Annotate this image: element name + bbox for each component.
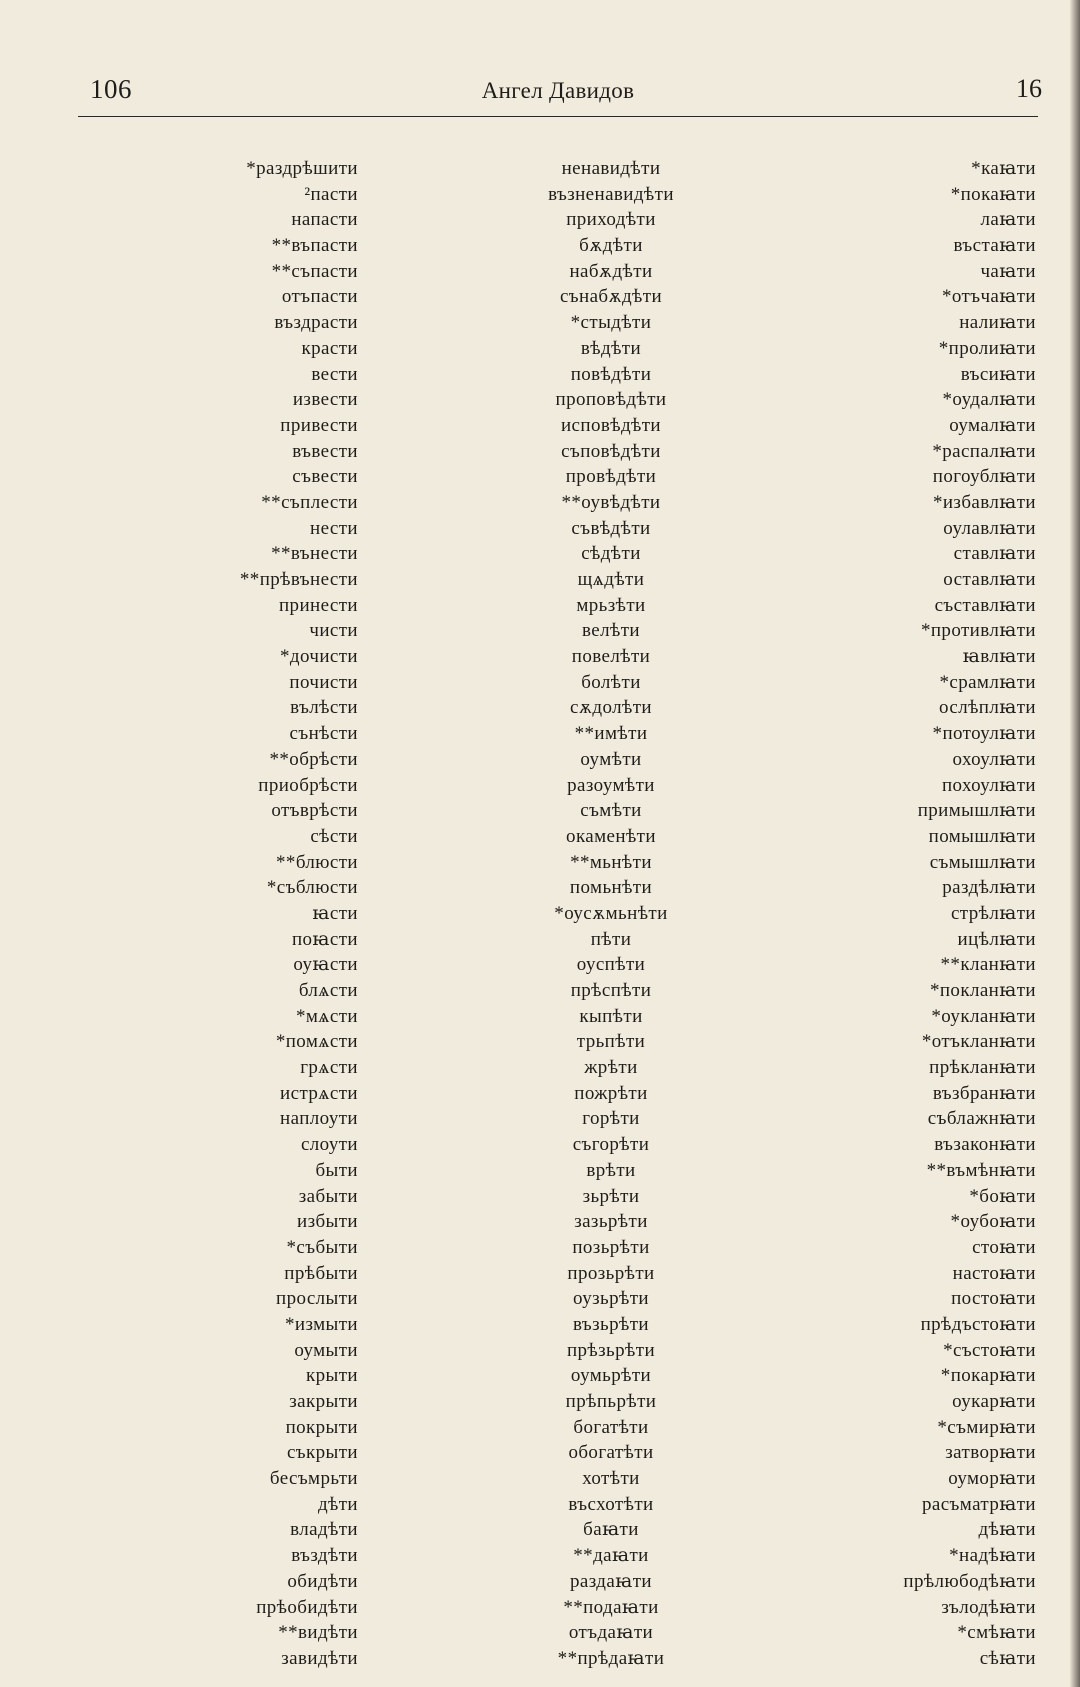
word-entry: съкрыти xyxy=(286,1442,358,1464)
word-entry: красти xyxy=(301,337,358,359)
word-entry: *боꙗти xyxy=(969,1185,1036,1207)
word-entry: съповѣдѣти xyxy=(561,440,661,462)
word-entry: зълодѣꙗти xyxy=(941,1596,1036,1618)
word-entry: въздѣти xyxy=(291,1545,358,1567)
word-entry: прѣобидѣти xyxy=(256,1596,358,1618)
word-entry: възьрѣти xyxy=(573,1313,649,1335)
word-entry: въстаꙗти xyxy=(953,235,1036,257)
word-entry: съгорѣти xyxy=(572,1134,650,1156)
word-entry: отъврѣсти xyxy=(271,800,358,822)
word-entry: оуꙗсти xyxy=(293,954,358,976)
word-entry: **даꙗти xyxy=(573,1545,649,1567)
word-entry: велѣти xyxy=(582,620,640,642)
word-entry: възненавидѣти xyxy=(548,183,674,205)
word-entry: слоути xyxy=(300,1134,358,1156)
word-entry: лаꙗти xyxy=(980,209,1036,231)
word-entry: позьрѣти xyxy=(572,1236,650,1258)
word-entry: извести xyxy=(292,389,358,411)
word-entry: крыти xyxy=(306,1365,358,1387)
word-entry: вести xyxy=(311,363,358,385)
word-entry: **съплести xyxy=(261,491,358,513)
word-entry: помьнѣти xyxy=(569,877,653,899)
word-entry: оставлꙗти xyxy=(943,569,1036,590)
word-column-1 xyxy=(240,156,358,1672)
word-entry: раздаꙗти xyxy=(570,1570,652,1592)
word-entry: *распалꙗти xyxy=(932,440,1036,462)
word-entry: прѣдъстоꙗти xyxy=(920,1313,1036,1335)
word-entry: закрыти xyxy=(289,1391,358,1412)
word-entry: почисти xyxy=(289,671,358,693)
word-entry: оумыти xyxy=(294,1339,358,1361)
word-entry: хотѣти xyxy=(582,1468,640,1490)
word-entry: сънѣсти xyxy=(289,723,358,745)
word-entry: примышлꙗти xyxy=(917,800,1036,822)
word-entry: ослѣплꙗти xyxy=(938,697,1036,719)
word-entry: *състоꙗти xyxy=(943,1339,1036,1361)
word-entry: *покланꙗти xyxy=(929,980,1036,1001)
word-entry: приходѣти xyxy=(566,209,656,231)
word-entry: оумѣти xyxy=(580,748,642,770)
word-entry: избыти xyxy=(297,1211,358,1233)
word-entry: сѣꙗти xyxy=(979,1647,1036,1669)
word-entry: оумьрѣти xyxy=(570,1365,652,1387)
word-entry: **блюсти xyxy=(276,851,358,873)
word-entry: обогатѣти xyxy=(568,1442,654,1464)
word-entry: грѧсти xyxy=(300,1057,358,1079)
word-entry: набѫдѣти xyxy=(569,260,653,282)
word-entry: въздрасти xyxy=(274,312,358,334)
word-entry: бесъмрьти xyxy=(269,1468,358,1490)
word-entry: *оукланꙗти xyxy=(931,1005,1036,1027)
word-entry: *надѣꙗти xyxy=(949,1545,1036,1567)
word-entry: оукарꙗти xyxy=(952,1391,1036,1412)
word-entry: *раздрѣшити xyxy=(246,158,358,179)
word-entry: *измыти xyxy=(285,1313,358,1335)
word-entry: проповѣдѣти xyxy=(555,389,667,411)
word-entry: **въмѣнꙗти xyxy=(926,1159,1036,1181)
word-entry: *срамлꙗти xyxy=(939,671,1036,693)
word-entry: зазьрѣти xyxy=(574,1211,648,1233)
word-entry: обидѣти xyxy=(287,1570,358,1592)
word-entry: *смѣꙗти xyxy=(957,1622,1036,1644)
word-entry: принести xyxy=(278,594,358,616)
word-entry: **мьнѣти xyxy=(570,851,652,873)
word-entry: напасти xyxy=(291,209,358,231)
word-entry: раздѣлꙗти xyxy=(942,877,1036,899)
word-entry: дѣꙗти xyxy=(978,1519,1036,1541)
word-entry: *покарꙗти xyxy=(940,1365,1036,1387)
word-column-3 xyxy=(903,156,1036,1672)
word-entry: исповѣдѣти xyxy=(560,414,661,436)
word-entry: **оувѣдѣти xyxy=(561,491,661,513)
word-entry: вълѣсти xyxy=(290,697,358,719)
word-entry: прѣпьрѣти xyxy=(565,1391,657,1412)
word-entry: съвѣдѣти xyxy=(571,517,651,539)
word-entry: повѣдѣти xyxy=(570,363,652,385)
word-entry: *дочисти xyxy=(279,646,358,668)
word-entry: дѣти xyxy=(317,1493,358,1515)
word-entry: пѣти xyxy=(590,928,632,950)
word-entry: ꙗсти xyxy=(312,902,358,924)
word-entry: затворꙗти xyxy=(945,1442,1036,1464)
word-entry: съмышлꙗти xyxy=(929,851,1036,873)
running-title: Ангел Давидов xyxy=(481,78,635,103)
word-entry: оулавлꙗти xyxy=(943,517,1036,539)
word-entry: **прѣдаꙗти xyxy=(557,1647,665,1669)
word-entry: горѣти xyxy=(582,1108,640,1130)
word-entry: богатѣти xyxy=(573,1416,649,1438)
word-entry: сънабѫдѣти xyxy=(559,286,663,308)
word-entry: *отъчаꙗти xyxy=(941,286,1036,308)
word-entry: сѣсти xyxy=(310,825,358,847)
word-entry: пожрѣти xyxy=(574,1082,648,1104)
word-entry: *оубоꙗти xyxy=(950,1211,1036,1233)
word-entry: *избавлꙗти xyxy=(932,491,1036,513)
word-entry: *покаꙗти xyxy=(950,183,1036,205)
word-entry: оуморꙗти xyxy=(948,1468,1036,1490)
word-entry: *помѧсти xyxy=(275,1031,358,1053)
word-entry: *събыти xyxy=(286,1236,358,1258)
page-header xyxy=(78,70,1042,110)
word-entry: забыти xyxy=(298,1185,358,1207)
word-entry: **съпасти xyxy=(271,260,358,282)
word-entry: постоꙗти xyxy=(951,1288,1036,1310)
word-entry: въсиꙗти xyxy=(960,363,1036,385)
page-number: 106 xyxy=(90,74,132,104)
word-entry: помышлꙗти xyxy=(928,825,1036,847)
word-entry: *оусѫмьнѣти xyxy=(554,902,668,924)
word-entry: приобрѣсти xyxy=(258,774,358,796)
word-entry: чисти xyxy=(309,620,358,642)
word-entry: расъматрꙗти xyxy=(921,1493,1036,1515)
word-entry: възбранꙗти xyxy=(932,1082,1036,1104)
word-entry: погоублꙗти xyxy=(932,466,1036,488)
word-entry: стоꙗти xyxy=(972,1236,1036,1258)
word-entry: повелѣти xyxy=(571,646,651,668)
word-entry: *съмирꙗти xyxy=(937,1416,1036,1438)
word-entry: блѧсти xyxy=(298,980,358,1001)
header-rule xyxy=(78,116,1038,117)
word-entry: *мѧсти xyxy=(295,1005,358,1027)
word-entry: **вънести xyxy=(271,543,358,565)
word-entry: привести xyxy=(280,414,358,436)
word-entry: похоулꙗти xyxy=(941,774,1036,796)
word-entry: вѣдѣти xyxy=(580,337,642,359)
word-entry: *съблюсти xyxy=(266,877,358,899)
word-entry: сѣдѣти xyxy=(581,543,641,565)
word-entry: ставлꙗти xyxy=(953,543,1036,565)
word-entry: прозьрѣти xyxy=(567,1262,655,1284)
word-entry: *противлꙗти xyxy=(920,620,1036,642)
word-entry: бѫдѣти xyxy=(579,235,643,257)
word-entry: баꙗти xyxy=(583,1519,639,1541)
word-entry: поꙗсти xyxy=(291,928,358,950)
word-entry: прѣспѣти xyxy=(570,980,652,1001)
word-entry: нести xyxy=(310,517,358,539)
word-entry: чаꙗти xyxy=(980,260,1036,282)
word-entry: оузьрѣти xyxy=(573,1288,649,1310)
word-entry: кыпѣти xyxy=(579,1005,643,1027)
word-entry: **видѣти xyxy=(278,1622,358,1644)
word-entry: отъдаꙗти xyxy=(568,1622,654,1644)
word-entry: въсхотѣти xyxy=(568,1493,654,1515)
word-entry: охоулꙗти xyxy=(952,748,1036,770)
word-entry: прѣкланꙗти xyxy=(929,1057,1036,1079)
word-entry: съставлꙗти xyxy=(934,594,1036,616)
word-entry: покрыти xyxy=(285,1416,358,1438)
word-entry: владѣти xyxy=(290,1519,358,1541)
word-entry: съмѣти xyxy=(580,800,642,822)
word-entry: *оудалꙗти xyxy=(942,389,1036,411)
word-entry: щѧдѣти xyxy=(577,569,645,590)
word-entry: прослыти xyxy=(276,1288,358,1310)
word-entry: *пролиꙗти xyxy=(938,337,1036,359)
word-entry: *каꙗти xyxy=(971,158,1036,179)
word-entry: зьрѣти xyxy=(582,1185,640,1207)
word-entry: жрѣти xyxy=(584,1057,638,1079)
adjacent-page-number: 16 xyxy=(1016,74,1042,103)
word-entry: *потоулꙗти xyxy=(932,723,1036,745)
word-entry: трьпѣти xyxy=(576,1031,646,1053)
word-entry: провѣдѣти xyxy=(565,466,657,488)
word-entry: сѫдолѣти xyxy=(570,697,652,719)
word-entry: ненавидѣти xyxy=(561,158,661,179)
word-entry: **кланꙗти xyxy=(940,954,1036,976)
word-entry: прѣлюбодѣꙗти xyxy=(903,1570,1036,1592)
word-entry: **прѣвънести xyxy=(239,569,358,590)
page-edge-shadow xyxy=(1070,0,1080,1687)
word-entry: **имѣти xyxy=(574,723,648,745)
word-entry: наплоути xyxy=(280,1108,358,1130)
word-entry: завидѣти xyxy=(281,1647,358,1669)
word-entry: **въпасти xyxy=(271,235,358,257)
word-entry: отъпасти xyxy=(281,286,358,308)
word-entry: окаменѣти xyxy=(566,825,656,847)
word-entry: стрѣлꙗти xyxy=(950,902,1036,924)
word-entry: *стыдѣти xyxy=(570,312,652,334)
word-entry: прѣбыти xyxy=(284,1262,358,1284)
word-entry: въвести xyxy=(292,440,358,462)
word-entry: *отъкланꙗти xyxy=(921,1031,1036,1053)
word-entry: быти xyxy=(315,1159,358,1181)
word-entry: съблажнꙗти xyxy=(927,1108,1036,1130)
word-entry: ицѣлꙗти xyxy=(957,928,1036,950)
word-entry: налиꙗти xyxy=(959,312,1036,334)
word-entry: оуспѣти xyxy=(576,954,646,976)
word-entry: **обрѣсти xyxy=(269,748,358,770)
word-entry: разоумѣти xyxy=(567,774,655,796)
word-entry: съвести xyxy=(292,466,358,488)
word-entry: настоꙗти xyxy=(952,1262,1036,1284)
word-entry: възаконꙗти xyxy=(934,1134,1036,1156)
word-entry: прѣзьрѣти xyxy=(566,1339,656,1361)
word-entry: врѣти xyxy=(586,1159,636,1181)
word-entry: мрьзѣти xyxy=(576,594,646,616)
word-entry: истрѧсти xyxy=(280,1082,358,1104)
word-entry: болѣти xyxy=(581,671,641,693)
word-entry: **подаꙗти xyxy=(563,1596,659,1618)
word-column-2 xyxy=(486,156,736,1672)
word-entry: ²пасти xyxy=(304,183,358,205)
word-entry: ꙗвлꙗти xyxy=(962,646,1036,668)
word-entry: оумалꙗти xyxy=(949,414,1036,436)
